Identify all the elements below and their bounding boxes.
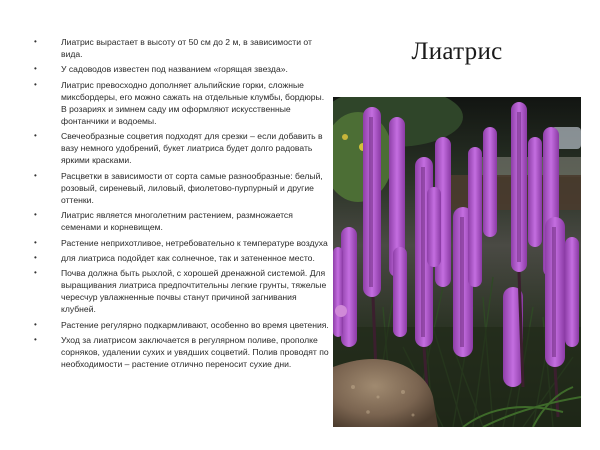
bullet-icon: •: [34, 170, 37, 180]
bullet-text: У садоводов известен под названием «горящая звезда».: [61, 64, 288, 75]
bullet-icon: •: [34, 64, 37, 74]
bullet-text: Свечеобразные соцветия подходят для срезки – если добавить в вазу немного удобрений, букет лиатриса будет долго радовать яркими красками.: [61, 131, 323, 166]
bullet-icon: •: [34, 252, 37, 262]
bullet-text: Почва должна быть рыхлой, с хорошей дренажной системой. Для выращивания лиатриса предпочтительны легкие грунты, тяжелые чересчур увлажненные почвы станут причиной загнивания клубней.: [61, 268, 327, 315]
bullet-text: Растение неприхотливое, нетребовательно к температуре воздуха: [61, 237, 328, 248]
bullet-text: Лиатрис превосходно дополняет альпийские горки, сложные миксбордеры, его можно сажать на отдельные клумбы, бордюры. В розариях и зимнем саду им оформляют искусственные фонтанчики и водоемы.: [61, 79, 325, 126]
liatris-flower-photo-icon: [333, 97, 581, 427]
bullet-item: [30, 130, 330, 166]
bullet-text: для лиатриса подойдет как солнечное, так и затененное место.: [61, 252, 315, 263]
bullet-icon: •: [34, 237, 37, 247]
bullet-item: [30, 267, 330, 315]
bullet-icon: •: [34, 334, 37, 344]
bullet-item: [30, 334, 330, 370]
bullet-item: [30, 36, 330, 60]
bullet-item: [30, 237, 330, 249]
bullet-item: [30, 170, 330, 206]
bullet-icon: •: [34, 268, 37, 278]
bullet-item: [30, 252, 330, 264]
bullet-icon: •: [34, 131, 37, 141]
slide-title: Лиатрис: [411, 38, 503, 65]
bullet-text: Лиатрис вырастает в высоту от 50 см до 2 м, в зависимости от вида.: [61, 37, 312, 60]
bullet-icon: •: [34, 37, 37, 46]
bullet-icon: •: [34, 210, 37, 220]
bullet-text: Уход за лиатрисом заключается в регулярном поливе, прополке сорняков, удалении сухих и увядших соцветий. Полив проводят по необходимости – растение отлично переносит сухие дни.: [61, 334, 329, 370]
bullet-icon: •: [34, 319, 37, 329]
bullet-text: Растение регулярно подкармливают, особенно во время цветения.: [61, 319, 329, 330]
bullet-item: [30, 319, 330, 331]
bullet-text: Расцветки в зависимости от сорта самые разнообразные: белый, розовый, сиреневый, лиловый, фиолетово-пурпурный и другие оттенки.: [61, 170, 323, 205]
bullet-list: [30, 36, 330, 373]
liatris-photo: [333, 97, 581, 427]
bullet-item: [30, 63, 330, 75]
bullet-item: [30, 79, 330, 127]
bullet-text: Лиатрис является многолетним растением, размножается семенами и корневищем.: [61, 210, 293, 233]
bullet-icon: •: [34, 79, 37, 89]
bullet-item: [30, 209, 330, 233]
